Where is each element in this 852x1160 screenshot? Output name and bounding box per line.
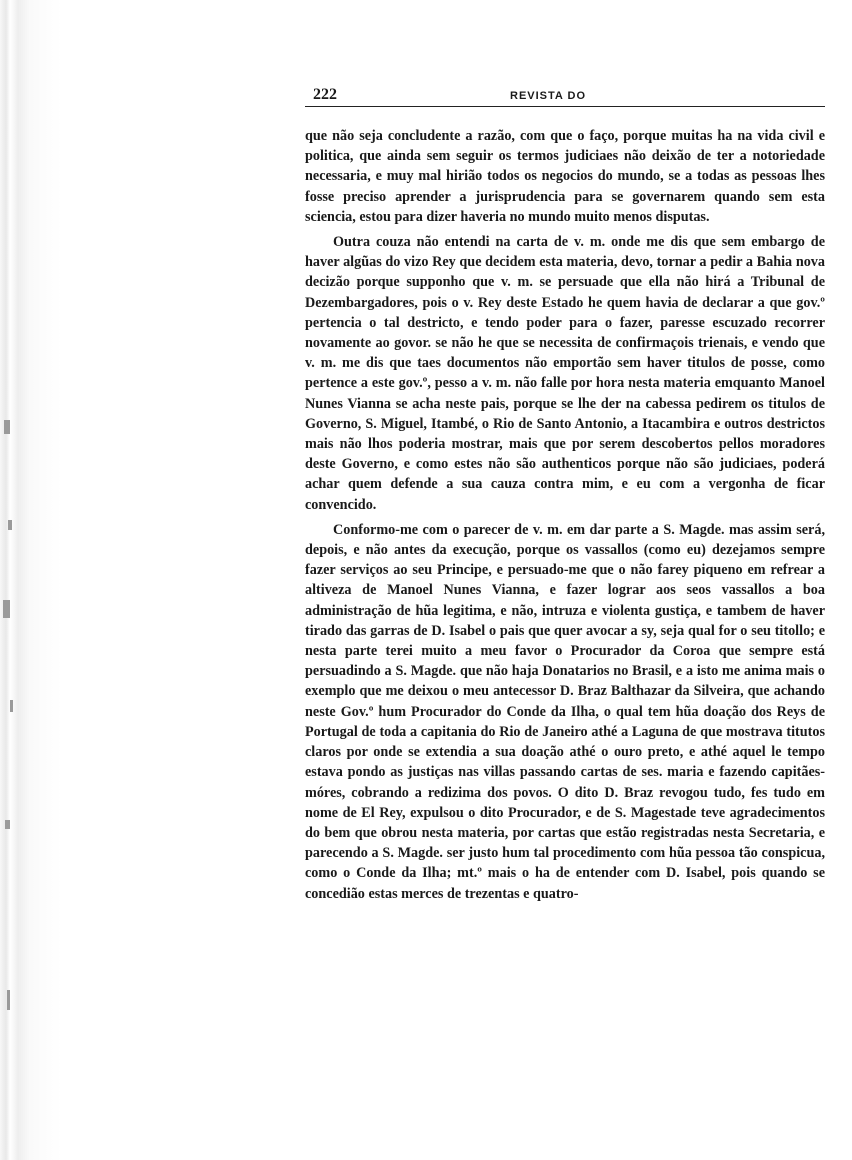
paragraph: Outra couza não entendi na carta de v. m. onde me dis que sem embargo de haver algũas do vizo Rey que decidem esta materia, devo, tornar a pedir a Bahia nova decizão porque supponho que v. m. se persuade que ella não hirá a Tribunal de Dezembargadores, pois o v. Rey deste Estado he quem havia de declarar a que gov.º pertencia o tal destricto, e tendo poder para o fazer, paresse escuzado recorrer novamente ao govor. se não he que se necessita de confirmaçois trienais, e vendo que v. m. me dis que taes documentos não emportão sem haver titulos de posse, como pertence a este gov.º, pesso a v. m. não falle por hora nesta materia emquanto Manoel Nunes Vianna se acha neste pais, porque se lhe der na cabessa pedirem os titulos de Governo, S. Miguel, Itambé, o Rio de Santo Antonio, a Itacambira e outros destrictos mais não lhos poderia mostrar, mais que por serem descobertos pellos moradores deste Governo, e como estes não são authenticos porque não são judiciaes, poderá achar quem defende a sua cauza contra mim, e eu com a vergonha de ficar convencido. (305, 234, 825, 513)
running-title: REVISTA DO (510, 90, 587, 102)
page-number: 222 (313, 86, 337, 103)
scan-margin-edge (0, 0, 62, 1160)
page-header (305, 80, 825, 107)
paragraph: Conformo-me com o parecer de v. m. em dar parte a S. Magde. mas assim será, depois, e não antes da execução, porque os vassallos (como eu) dezejamos sempre fazer serviços ao seu Principe, e persuado-me que o não farey piqueno em refrear a altiveza de Manoel Nunes Vianna, e fazer lograr aos seos vassallos a boa administração de hũa legitima, e não, intruza e violenta gustiça, e tambem de haver tirado das garras de D. Isabel o pais que quer avocar a sy, seja qual for o seu titollo; e nesta parte terei muito a meu favor o Procurador da Coroa que sempre está persuadindo a S. Magde. que não haja Donatarios no Brasil, e a isto me anima mais o exemplo que me deixou o meu antecessor D. Braz Balthazar da Silveira, que achando neste Gov.º hum Procurador do Conde da Ilha, o qual tem hũa doação dos Reys de Portugal de toda a capitania do Rio de Janeiro athé a Laguna de que mostrava titutos claros por onde se extendia a sua doação athé o ouro preto, e athé aquel le tempo estava pondo as justiças nas villas passando cartas de ses. maria e fazendo capitães-móres, cobrando a redizima dos povos. O dito D. Braz revogou tudo, fes tudo em nome de El Rey, expulsou o dito Procurador, e de S. Magestade teve agradecimentos do bem que obrou nesta materia, por cartas que estão registradas nesta Secretaria, e parecendo a S. Magde. ser justo hum tal procedimento com hũa pessoa tão conspicua, como o Conde da Ilha; mt.º mais o ha de entender com D. Isabel, pois quando se concedião estas merces de trezentas e quatro- (305, 521, 825, 902)
document-page (305, 80, 825, 902)
paragraph-continuation: que não seja concludente a razão, com que o faço, porque muitas ha na vida civil e politica, que ainda sem seguir os termos judiciaes não deixão de ter a notoriedade necessaria, e muy mal hirião todos os negocios do mundo, se a todas as pessoas lhes fosse preciso aprender a jurisprudencia para se governarem quando sem esta sciencia, estou para dizer haveria no mundo muito menos disputas. (305, 128, 825, 225)
body-text (305, 126, 825, 909)
